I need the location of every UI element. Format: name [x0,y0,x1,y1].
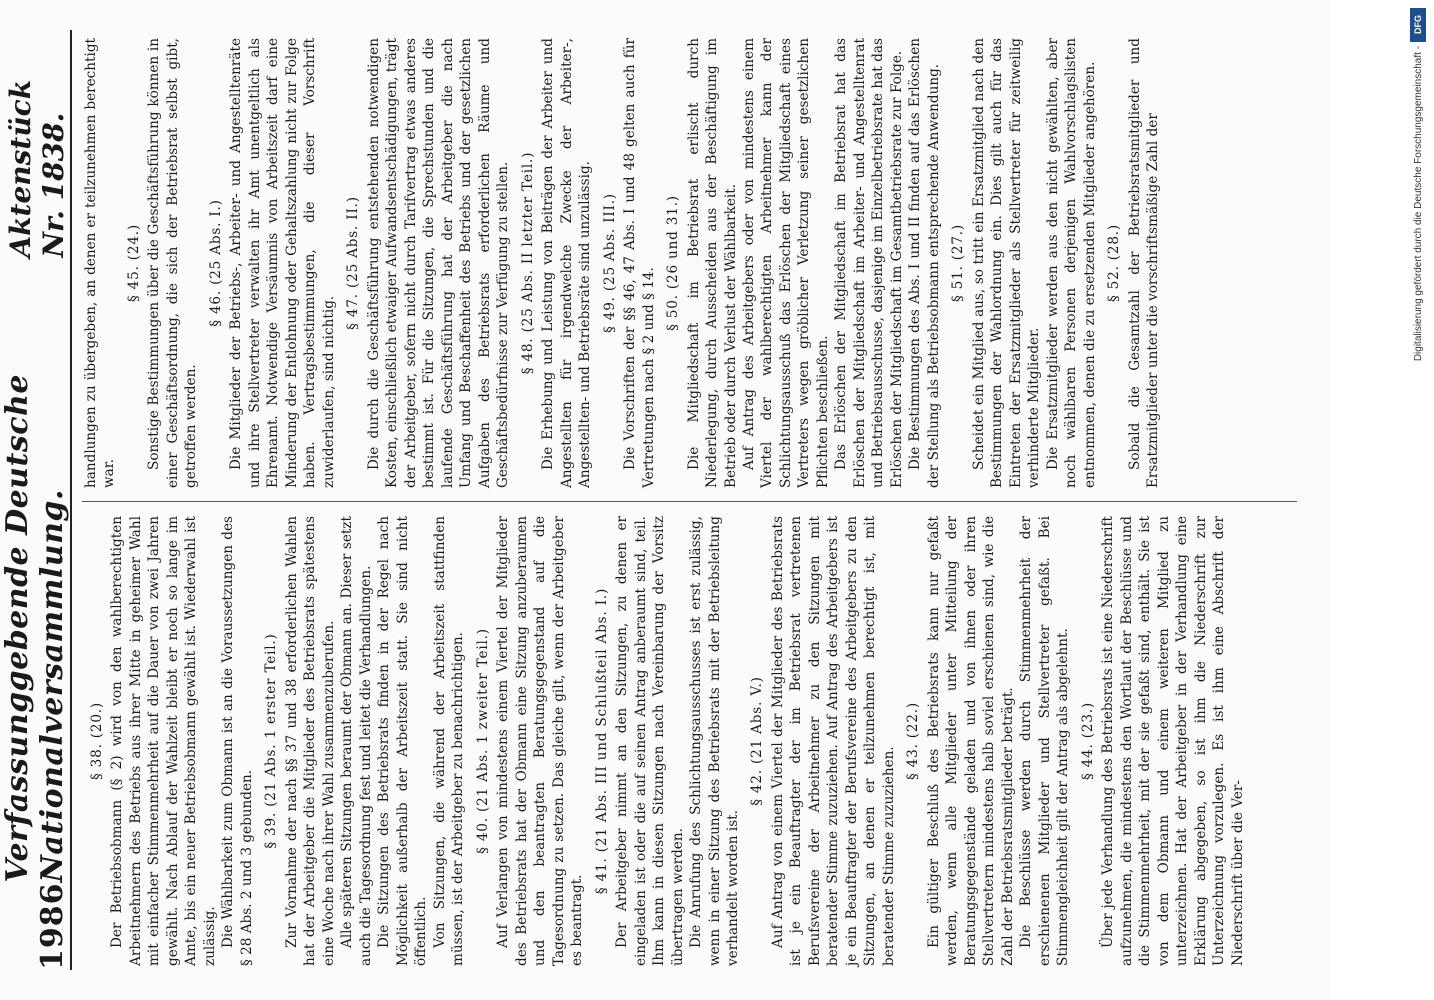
section-heading: § 38. (20.) [89,701,105,781]
paragraph: Die Bestimmungen des Abs. I und II finden auf das Erlöschen der Stellung als Betriebsobmann entsprechende Anwendung. [907,38,942,488]
paragraph: Die Mitgliedschaft im Betriebsrat erlischt durch Niederlegung, durch Ausscheiden aus der Beschäftigung im Betrieb oder durch Verlust der Wählbarkeit. [685,38,739,488]
paragraph: Die durch die Geschäftsführung entstehenden notwendigen Kosten, einschließlich etwaiger Aufwandsentschädigungen, trägt der Arbeitgeber, sofern nicht durch Tarifvertrag etwas anderes bestimmt ist. Für die Sitzungen, die Sprechstunden und die laufende Geschäftsführung hat der Arbeitgeber die nach Umfang und Beschaffenheit des Betriebs und der gesetzlichen Aufgaben des Betriebsrats erforderlichen Räume und Geschäftsbedürfnisse zur Verfügung zu stellen. [365,38,512,488]
page-header [0,30,72,970]
paragraph: Auf Verlangen von mindestens einem Viertel der Mitglieder des Betriebsrats hat der Obmann eine Sitzung anzuberaumen und den beantragten Beratungsgegenstand auf die Tagesordnung zu setzen. Das gleiche gilt, wenn der Arbeitgeber es beantragt. [495,516,586,966]
paragraph: Die Erhebung und Leistung von Beiträgen der Arbeiter und Angestellten für irgendwelche Zwecke der Arbeiter-, Angestellten- und Betriebsräte sind unzulässig. [540,38,594,488]
section-heading: § 48. (25 Abs. II letzter Teil.) [519,151,536,375]
section-heading: § 40. (21 Abs. 1 zweiter Teil.) [474,628,491,854]
paragraph: Der Betriebsobmann (§ 2) wird von den wahlberechtigten Arbeitnehmern des Betriebs aus ihrer Mitte in geheimer Wahl mit einfacher Stimmenmehrheit auf die Dauer von zwei Jahren gewählt. Nach Ablauf der Wahlzeit bleibt er noch so lange im Amte, bis ein neuer Betriebsobmann gewählt ist. Wiederwahl ist zulässig. [109,516,218,966]
paragraph: Auf Antrag von einem Viertel der Mitglieder des Betriebsrats ist je ein Beauftragter der im Betriebsrat vertretenen Berufsvereine der Arbeitnehmer zu den Sitzungen mit beratender Stimme zuzuziehen. Auf Antrag des Arbeitgebers ist je ein Beauftragter der Berufsvereine des Arbeitgebers zu den Sitzungen, an denen er teilzunehmen berechtigt ist, mit beratender Stimme zuzuziehen. [769,516,897,966]
dfg-logo: DFG [1410,8,1426,42]
paragraph: Alle späteren Sitzungen beraumt der Obmann an. Dieser setzt auch die Tagesordnung fest und leitet die Verhandlungen. [339,516,374,966]
section-heading: § 50. (26 und 31.) [665,195,682,331]
section-heading: § 47. (25 Abs. II.) [345,196,362,330]
section-heading: § 51. (27.) [950,223,967,303]
paragraph: Zur Vornahme der nach §§ 37 und 38 erforderlichen Wahlen hat der Arbeitgeber die Mitglieder des Betriebsrats spätestens eine Woche nach ihrer Wahl zusammenzuberufen. [283,516,337,966]
digitization-notice [1404,8,1432,998]
paragraph: Die Mitglieder der Betriebs-, Arbeiter- und Angestelltenräte und ihre Stellvertreter verwalten ihr Amt unentgeltlich als Ehrenamt. Notwendige Versäumnis von Arbeitszeit darf eine Minderung der Entlohnung oder Gehaltszahlung nicht zur Folge haben. Vertragsbestimmungen, die dieser Vorschrift zuwiderlaufen, sind nichtig. [228,38,337,488]
paragraph: Sonstige Bestimmungen über die Geschäftsführung können in einer Geschäftsordnung, die sich der Betriebsrat selbst gibt, getroffen werden. [146,38,200,488]
paragraph: Die Vorschriften der §§ 46, 47 Abs. I und 48 gelten auch für Vertretungen nach § 2 und § 14. [622,38,657,488]
section-heading: § 46. (25 Abs. I.) [207,199,224,327]
paragraph: Die Beschlüsse werden durch Stimmenmehrheit der erschienenen Mitglieder und Stellvertreter gefaßt. Bei Stimmengleichheit gilt der Antrag als abgelehnt. [1018,516,1072,966]
section-heading: § 44. (23.) [1079,701,1096,781]
section-heading: § 49. (25 Abs. III.) [601,193,618,333]
section-heading: § 39. (21 Abs. 1 erster Teil.) [263,633,280,849]
right-column [82,38,1163,488]
section-heading: § 52. (28.) [1106,223,1123,303]
page-number: 1986 [35,882,70,970]
paragraph: Ein gültiger Beschluß des Betriebsrats kann nur gefaßt werden, wenn alle Mitglieder unter Mitteilung der Beratungsgegenstände geladen und von ihnen oder ihren Stellvertretern mindestens halb soviel erschienen sind, wie die Zahl der Betriebsratsmitglieder beträgt. [925,516,1016,966]
section-heading: § 42. (21 Abs. V.) [749,676,766,806]
paragraph: Sobald die Gesamtzahl der Betriebsratsmitglieder und Ersatzmitglieder unter die vorschriftsmäßige Zahl der [1126,38,1162,488]
paragraph: Der Arbeitgeber nimmt an den Sitzungen, zu denen er eingeladen ist oder die auf seinen Antrag anberaumt sind, teil. Ihm kann in diesen Sitzungen nach Vereinbarung der Vorsitz übertragen werden. [614,516,686,966]
paragraph: Die Anrufung des Schlichtungsausschusses ist erst zulässig, wenn in einer Sitzung des Betriebsrats mit der Betriebsleitung verhandelt worden ist. [688,516,741,966]
left-column [82,516,1247,966]
paragraph: Das Erlöschen der Mitgliedschaft im Betriebsrat hat das Erlöschen der Mitgliedschaft im Arbeiter- und Angestelltenrat und Betriebsausschusse, dasjenige im Einzelbetriebsrate hat das Erlöschen der Mitgliedschaft im Gesamtbetriebsrate zur Folge. [833,38,905,488]
section-heading: § 45. (24.) [125,223,142,303]
paragraph: Von Sitzungen, die während der Arbeitszeit stattfinden müssen, ist der Arbeitgeber zu benachrichtigen. [431,516,467,966]
paragraph: Die Ersatzmitglieder werden aus den nicht gewählten, aber noch wählbaren Personen derjenigen Wahlvorschlagslisten entnommen, denen die zu ersetzenden Mitglieder angehören. [1044,38,1098,488]
column-divider [82,501,1297,502]
running-title: Verfassunggebende Deutsche Nationalversammlung. [0,374,70,883]
paragraph: Über jede Verhandlung des Betriebsrats ist eine Niederschrift aufzunehmen, die mindestens den Wortlaut der Beschlüsse und die Stimmenmehrheit, mit der sie gefaßt sind, enthält. Sie ist von dem Obmann und einem weiteren Mitglied zu unterzeichnen. Hat der Arbeitgeber in der Verhandlung eine Erklärung abgegeben, so ist ihm die Niederschrift zur Unterzeichnung vorzulegen. Es ist ihm eine Abschrift der Niederschrift über die Ver- [1100,516,1246,966]
section-heading: § 43. (22.) [905,701,922,781]
document-number: Aktenstück Nr. 1838. [4,79,70,258]
digitization-notice-text: Digitalisierung gefördert durch die Deutsche Forschungsgemeinschaft - [1412,46,1424,362]
section-heading: § 41. (21 Abs. III und Schlußteil Abs. I.) [593,587,610,895]
paragraph: Die Sitzungen des Betriebsrats finden in der Regel nach Möglichkeit außerhalb der Arbeitszeit statt. Sie sind nicht öffentlich. [376,516,430,966]
paragraph: handlungen zu übergeben, an denen er teilzunehmen berechtigt war. [83,38,118,488]
paragraph: Auf Antrag des Arbeitgebers oder von mindestens einem Viertel der wahlberechtigten Arbeitnehmer kann der Schlichtungsausschuß das Erlöschen der Mitgliedschaft eines Vertreters wegen gröblicher Verletzung seiner gesetzlichen Pflichten beschließen. [740,38,831,488]
paragraph: Die Wählbarkeit zum Obmann ist an die Voraussetzungen des § 28 Abs. 2 und 3 gebunden. [220,516,255,966]
paragraph: Scheidet ein Mitglied aus, so tritt ein Ersatzmitglied nach den Bestimmungen der Wahlordnung ein. Dies gilt auch für das Eintreten der Ersatzmitglieder als Stellvertreter für zeitweilig verhinderte Mitglieder. [970,38,1043,488]
